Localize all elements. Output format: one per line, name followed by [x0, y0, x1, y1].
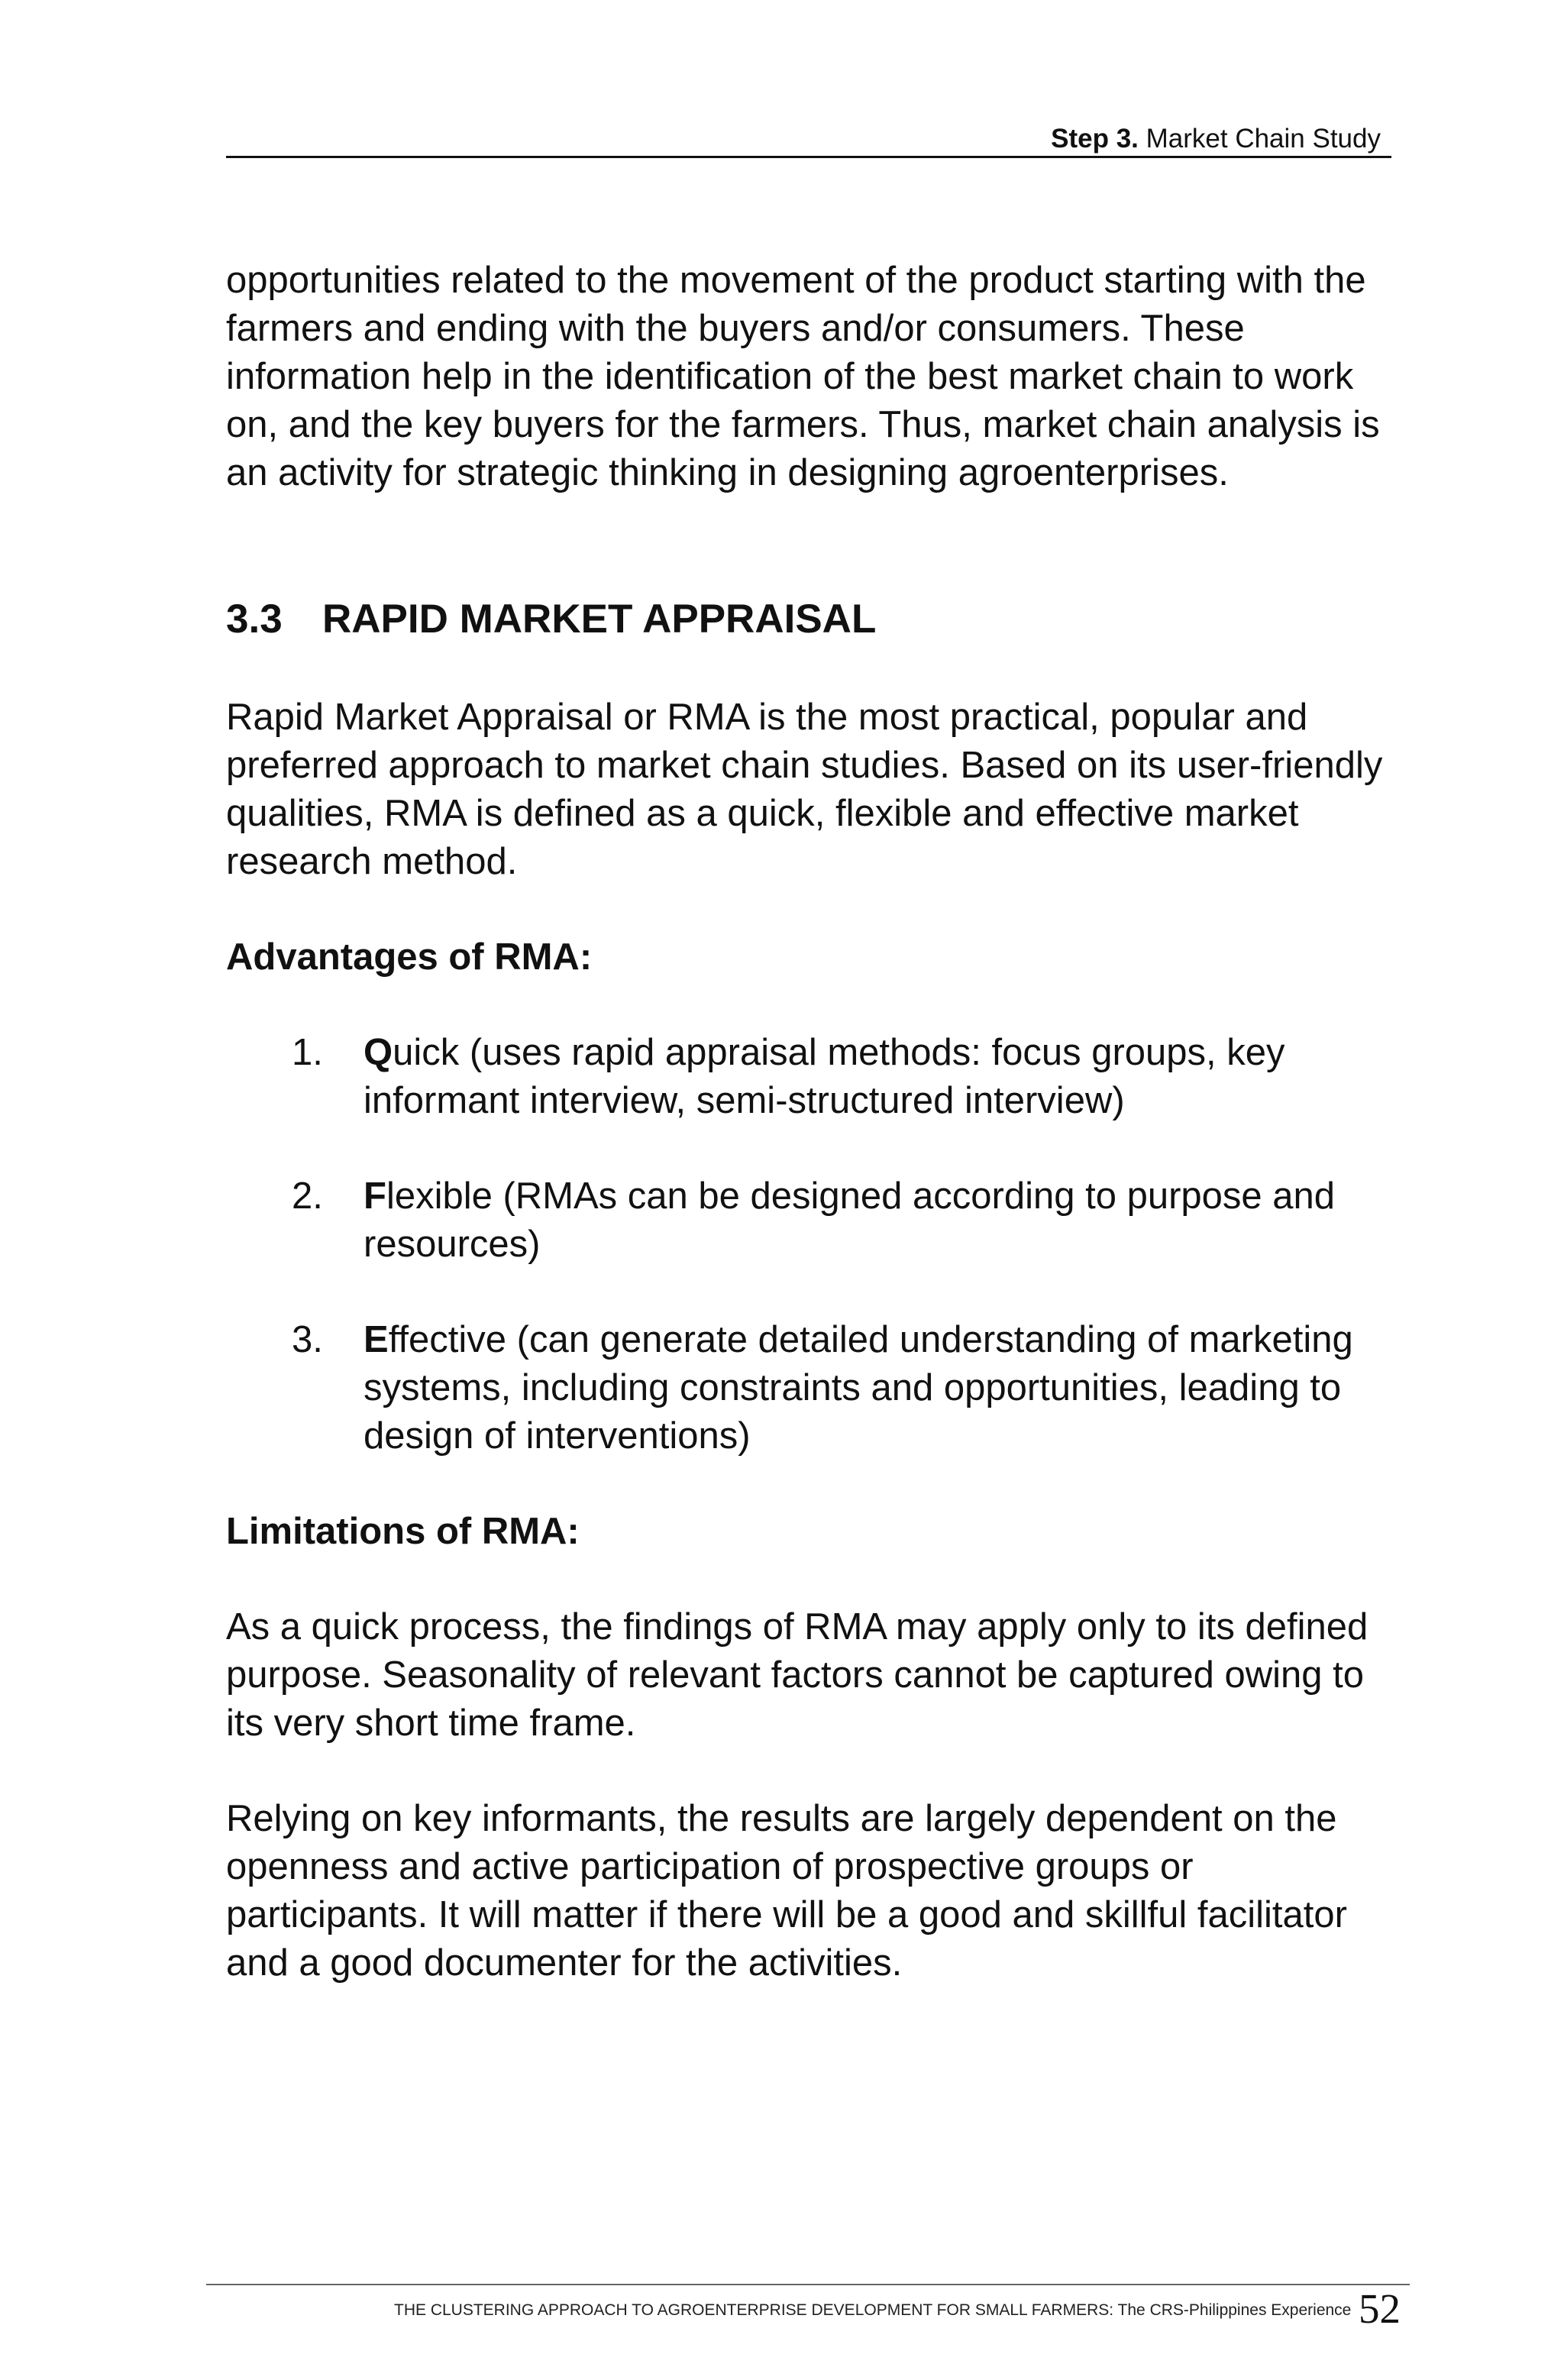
list-item: [226, 1029, 1394, 1125]
list-item-number: 1.: [292, 1032, 323, 1073]
list-item-text: lexible (RMAs can be designed according to purpose and resources): [364, 1175, 1336, 1265]
footer-rule: [206, 2284, 1410, 2285]
list-item-text: uick (uses rapid appraisal methods: focus groups, key informant interview, semi-structured interview): [364, 1032, 1285, 1121]
section-heading: [226, 593, 1394, 646]
limitations-paragraph-1: As a quick process, the findings of RMA may apply only to its defined purpose. Seasonality of relevant factors cannot be captured owing to its very short time frame.: [226, 1606, 1368, 1744]
advantages-list: [226, 1029, 1394, 1460]
advantages-heading: Advantages of RMA:: [226, 936, 593, 978]
list-item: [226, 1316, 1394, 1460]
list-item-initial: E: [364, 1319, 389, 1360]
page-number: 52: [1359, 2285, 1401, 2332]
section-title: RAPID MARKET APPRAISAL: [322, 597, 877, 642]
limitations-heading: Limitations of RMA:: [226, 1511, 580, 1552]
page-body: [226, 257, 1394, 1987]
list-item-text: ffective (can generate detailed understanding of marketing systems, including constraints and opportunities, leading to design of interventions): [364, 1319, 1353, 1457]
list-item-number: 2.: [292, 1175, 323, 1217]
list-item-initial: F: [364, 1175, 386, 1217]
header-title: Market Chain Study: [1146, 124, 1381, 154]
header-step: Step 3.: [1051, 124, 1139, 154]
intro-paragraph: opportunities related to the movement of the product starting with the farmers and ending with the buyers and/or consumers. These information help in the identification of the best market chain to work on, and the key buyers for the farmers. Thus, market chain analysis is an activity for strategic thinking in designing agroenterprises.: [226, 260, 1380, 493]
list-item-number: 3.: [292, 1319, 323, 1360]
header-text: [1051, 124, 1381, 154]
list-item: [226, 1172, 1394, 1269]
running-header: [226, 119, 1391, 158]
footer-book-title: THE CLUSTERING APPROACH TO AGROENTERPRISE DEVELOPMENT FOR SMALL FARMERS: The CRS-Philippines Experience: [394, 2301, 1352, 2319]
section-number: 3.3: [226, 597, 283, 642]
limitations-paragraph-2: Relying on key informants, the results are largely dependent on the openness and active participation of prospective groups or participants. It will matter if there will be a good and skillful facilitator and a good documenter for the activities.: [226, 1798, 1347, 1984]
list-item-initial: Q: [364, 1032, 393, 1073]
rma-paragraph: Rapid Market Appraisal or RMA is the most practical, popular and preferred approach to market chain studies. Based on its user-friendly qualities, RMA is defined as a quick, flexible and effective market research method.: [226, 697, 1383, 882]
